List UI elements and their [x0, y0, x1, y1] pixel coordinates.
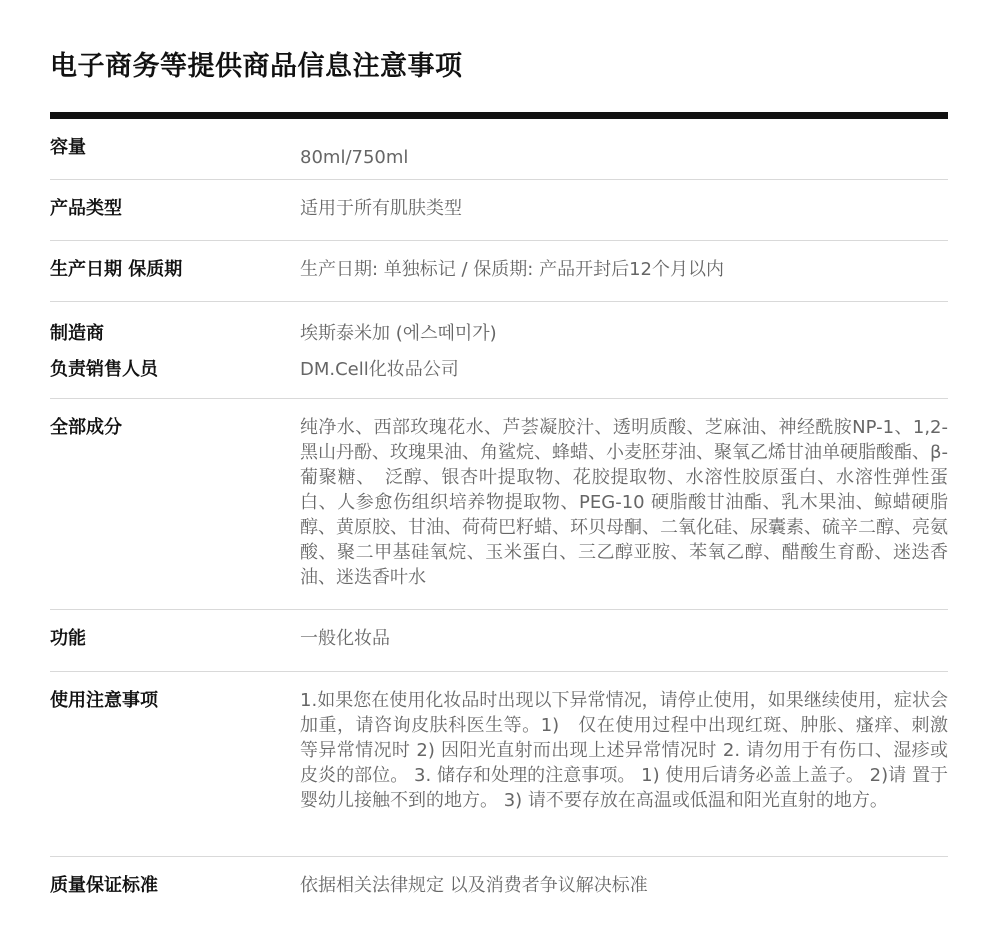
maker-value: 埃斯泰米加 (에스떼미가) — [300, 323, 497, 344]
table-row-ingredients — [50, 399, 948, 610]
table-row-caution — [50, 672, 948, 857]
row-value: 80ml/750ml — [300, 147, 409, 168]
info-table — [50, 119, 948, 919]
row-label-group — [50, 316, 300, 382]
row-label: 生产日期 保质期 — [50, 259, 183, 280]
row-value-group — [300, 316, 948, 382]
title-divider — [50, 112, 948, 119]
row-label: 容量 — [50, 137, 86, 158]
row-value: 生产日期: 单独标记 / 保质期: 产品开封后12个月以内 — [300, 259, 724, 280]
row-value: 1.如果您在使用化妆品时出现以下异常情况，请停止使用，如果继续使用，症状会加重，请咨询皮肤科医生等。1) 仅在使用过程中出现红斑、肿胀、瘙痒、刺激等异常情况时 2) 因阳光直射而出现上述异常情况时 2. 请勿用于有伤口、湿疹或皮炎的部位。 3. 储存和处理的注意事项。 1) 使用后请务必盖上盖子。 2)请 置于婴幼儿接触不到的地方。 3) 请不要存放在高温或低温和阳光直射的地方。 — [300, 690, 948, 811]
table-row-date — [50, 241, 948, 302]
seller-value: DM.Cell化妆品公司 — [300, 359, 459, 380]
row-label: 全部成分 — [50, 417, 122, 438]
page-title: 电子商务等提供商品信息注意事项 — [50, 51, 463, 82]
maker-label: 制造商 — [50, 323, 104, 344]
table-row-quality — [50, 857, 948, 919]
table-row-capacity — [50, 119, 948, 180]
row-label: 使用注意事项 — [50, 690, 158, 711]
seller-label: 负责销售人员 — [50, 359, 158, 380]
row-label: 功能 — [50, 628, 86, 649]
row-value: 适用于所有肌肤类型 — [300, 198, 462, 219]
table-row-function — [50, 610, 948, 672]
table-row-maker-seller — [50, 302, 948, 399]
row-value: 一般化妆品 — [300, 628, 390, 649]
row-label: 质量保证标准 — [50, 875, 158, 896]
row-value: 纯净水、西部玫瑰花水、芦荟凝胶汁、透明质酸、芝麻油、神经酰胺NP-1、1,2-黑山丹酚、玫瑰果油、角鲨烷、蜂蜡、小麦胚芽油、聚氧乙烯甘油单硬脂酸酯、β-葡聚糖、 泛醇、银杏叶提取物、花胶提取物、水溶性胶原蛋白、水溶性弹性蛋白、人参愈伤组织培养物提取物、PEG-10 硬脂酸甘油酯、乳木果油、鲸蜡硬脂醇、黄原胶、甘油、荷荷巴籽蜡、环贝母酮、二氧化硅、尿囊素、硫辛二醇、亮氨酸、聚二甲基硅氧烷、玉米蛋白、三乙醇亚胺、苯氧乙醇、醋酸生育酚、迷迭香油、迷迭香叶水 — [300, 417, 948, 588]
row-label: 产品类型 — [50, 198, 122, 219]
row-value: 依据相关法律规定 以及消费者争议解决标准 — [300, 875, 648, 896]
table-row-product-type — [50, 180, 948, 241]
